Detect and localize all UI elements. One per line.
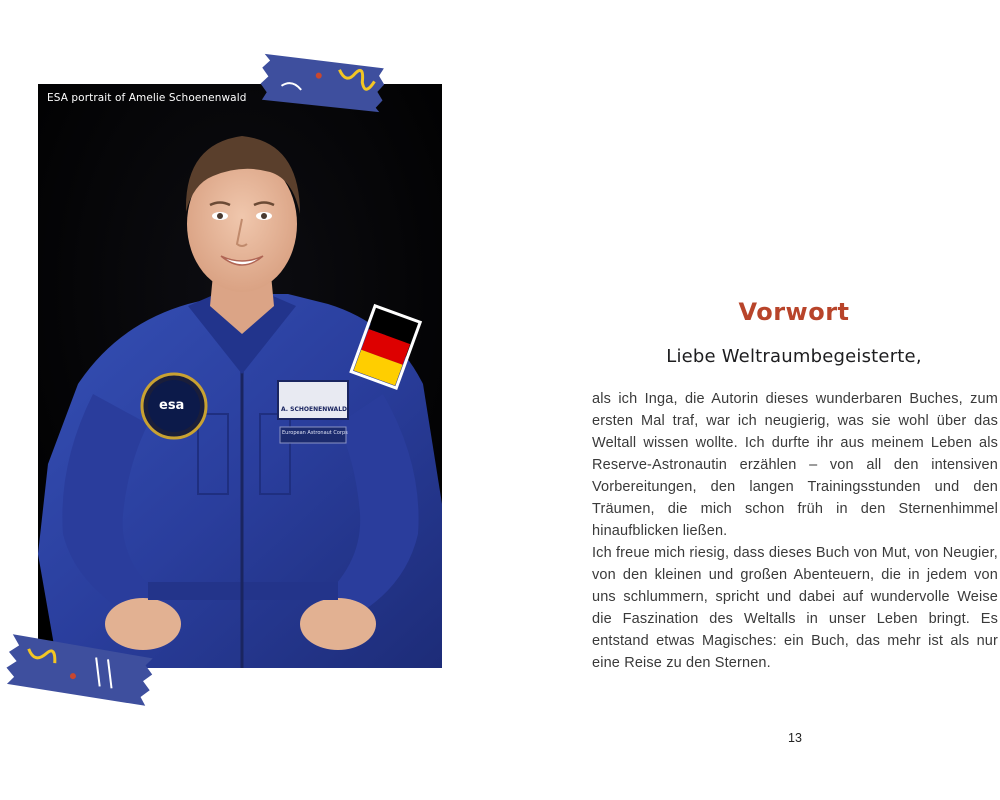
name-tag-small-label: European Astronaut Corps [282,430,348,436]
astronaut-portrait [38,84,442,668]
paragraph: Ich freue mich riesig, dass dieses Buch von Mut, von Neugier, von den kleinen und großen Abenteuern, die in jedem von uns schlummern, spricht und dabei auf wundervolle Weise die Faszination des Weltalls in unser Leben bringt. Es entstand etwas Magisches: ein Buch, das mehr ist als nur eine Reise zu den Sternen. [592,545,998,671]
photo-caption: ESA portrait of Amelie Schoenenwald [47,92,247,104]
paragraph: als ich Inga, die Autorin dieses wunderbaren Buches, zum ersten Mal traf, war ich neugierig, was sie wohl über das Weltall wissen wollte. Ich durfte ihr aus meinem Leben als Reserve-Astronautin erzählen – von all den intensiven Vorbereitungen, den langen Trainingsstunden und den Träumen, die mich schon früh in den Sternenhimmel hinaufblicken ließen. [592,391,998,539]
page-number: 13 [788,731,802,745]
foreword-body [592,388,998,674]
name-tag-label: A. SCHOENENWALD [281,406,348,413]
portrait-illustration [38,84,442,668]
page-heading: Vorwort [738,298,850,326]
esa-badge-label: esa [159,398,185,413]
greeting: Liebe Weltraumbegeisterte, [666,346,922,367]
